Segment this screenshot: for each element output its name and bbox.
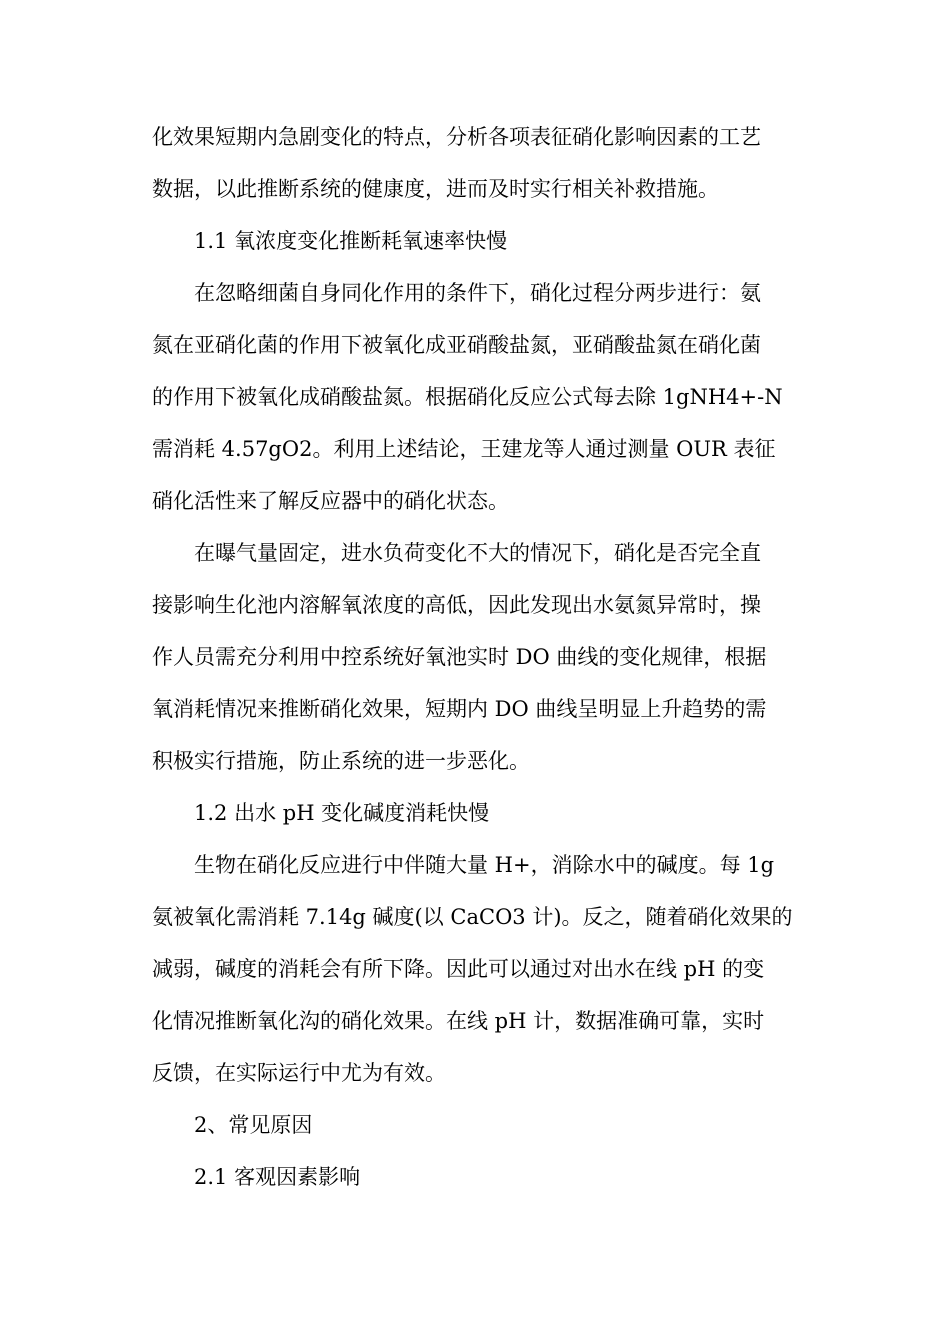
- paragraph-line: 接影响生化池内溶解氧浓度的高低，因此发现出水氨氮异常时，操: [152, 593, 761, 617]
- section-heading: 1.2 出水 pH 变化碱度消耗快慢: [194, 801, 490, 825]
- paragraph-line: 作人员需充分利用中控系统好氧池实时 DO 曲线的变化规律，根据: [152, 645, 767, 669]
- paragraph-line: 氨被氧化需消耗 7.14g 碱度(以 CaCO3 计)。反之，随着硝化效果的: [152, 905, 793, 929]
- section-heading: 1.1 氧浓度变化推断耗氧速率快慢: [194, 229, 508, 253]
- paragraph-line: 的作用下被氧化成硝酸盐氮。根据硝化反应公式每去除 1gNH4+-N: [152, 385, 783, 409]
- section-heading: 2.1 客观因素影响: [194, 1165, 361, 1189]
- paragraph-line: 氧消耗情况来推断硝化效果，短期内 DO 曲线呈明显上升趋势的需: [152, 697, 767, 721]
- paragraph-line: 化效果短期内急剧变化的特点，分析各项表征硝化影响因素的工艺: [152, 125, 761, 149]
- paragraph-line: 反馈，在实际运行中尤为有效。: [152, 1061, 446, 1085]
- paragraph-line: 减弱，碱度的消耗会有所下降。因此可以通过对出水在线 pH 的变: [152, 957, 765, 981]
- section-heading: 2、常见原因: [194, 1113, 313, 1137]
- paragraph-line: 生物在硝化反应进行中伴随大量 H+，消除水中的碱度。每 1g: [194, 853, 775, 877]
- paragraph-line: 氮在亚硝化菌的作用下被氧化成亚硝酸盐氮，亚硝酸盐氮在硝化菌: [152, 333, 761, 357]
- paragraph-line: 在曝气量固定，进水负荷变化不大的情况下，硝化是否完全直: [194, 541, 761, 565]
- paragraph-line: 需消耗 4.57gO2。利用上述结论，王建龙等人通过测量 OUR 表征: [152, 437, 776, 461]
- paragraph-line: 数据，以此推断系统的健康度，进而及时实行相关补救措施。: [152, 177, 719, 201]
- paragraph-line: 在忽略细菌自身同化作用的条件下，硝化过程分两步进行：氨: [194, 281, 761, 305]
- paragraph-line: 积极实行措施，防止系统的进一步恶化。: [152, 749, 530, 773]
- paragraph-line: 化情况推断氧化沟的硝化效果。在线 pH 计，数据准确可靠，实时: [152, 1009, 765, 1033]
- paragraph-line: 硝化活性来了解反应器中的硝化状态。: [152, 489, 509, 513]
